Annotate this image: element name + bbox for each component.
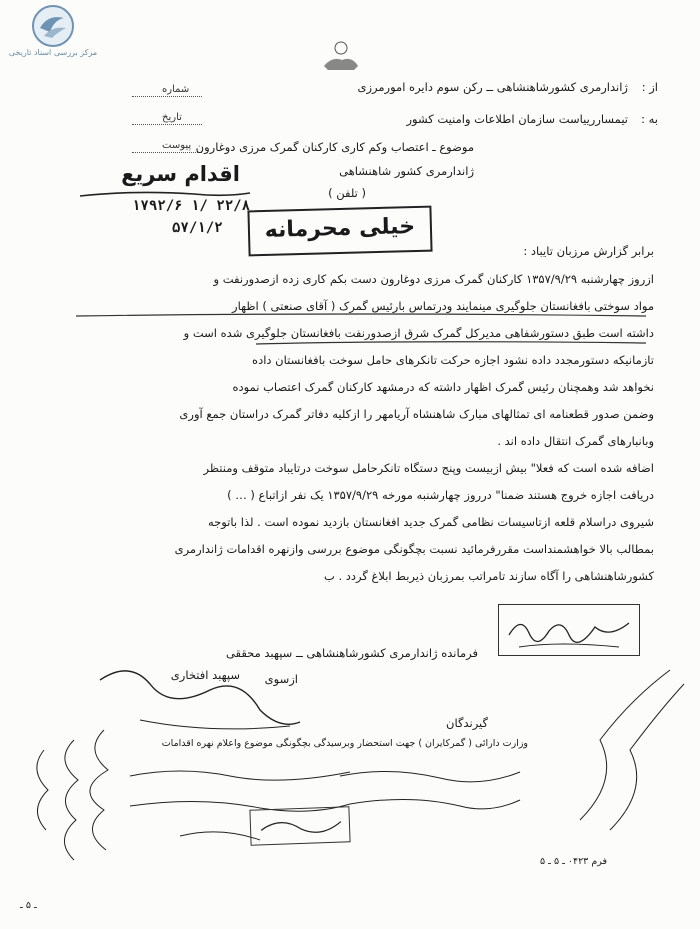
archive-logo <box>8 4 98 66</box>
body-line-12: بمطالب بالا خواهشمنداست مقررفرمائید نسبت بچگونگی موضوع بررسی وازنهره اقدامات ژاندارمری <box>174 542 654 556</box>
date-line <box>132 124 202 125</box>
body-line-6: نخواهد شد وهمچنان رئیس گمرک اظهار داشته که درمشهد کارکنان گمرک اعتصاب نموده <box>232 380 654 394</box>
body-line-10: دریافت اجازه خروج هستند ضمنا" درروز چهارشنبه مورخه ۱۳۵۷/۹/۲۹ یک نفر ازاتباع ( … ) <box>227 488 654 502</box>
to-text: تیمساررییاست سازمان اطلاعات وامنیت کشور <box>406 112 628 126</box>
body-line-1: برابر گزارش مرزبان تایباد : <box>523 244 654 258</box>
confidential-stamp-text: خیلی محرمانه <box>264 214 416 243</box>
deputy-name: سپهبد افتخاری <box>170 668 240 682</box>
cc-text: ژاندارمری کشور شاهنشاهی <box>339 164 474 178</box>
lion-and-sun-emblem-icon <box>318 36 364 76</box>
number-label: شماره <box>162 84 190 95</box>
body-line-3: مواد سوختی بافغانستان جلوگیری مینمایند ودرتماس بارئیس گمرک ( آقای صنعتی ) اظهار <box>232 299 654 313</box>
handwritten-signature-icon <box>499 605 639 655</box>
right-handwritten-note <box>330 760 530 840</box>
small-stamp-box <box>249 806 350 845</box>
from-label: از : <box>641 80 658 94</box>
urgent-stamp-text: اقدام سریع <box>121 162 240 186</box>
body-line-13: کشورشاهنشاهی را آگاه سازند تامراتب بمرزبان ذیربط ابلاغ گردد . ب <box>324 569 654 583</box>
small-stamp-scribble-icon <box>250 807 349 844</box>
to-label: به : <box>641 112 658 126</box>
body-line-11: شیروی دراسلام قلعه ازتاسیسات نظامی گمرک جدید افغانستان بازدید نموده است . لذا باتوجه <box>207 515 654 529</box>
body-line-4: داشته است طبق دستورشفاهی مدیرکل گمرک شرق ازصدورنفت بافغانستان جلوگیری شده است و <box>183 326 654 340</box>
corner-mark: ـ ۵ ـ <box>20 900 37 911</box>
recipient-line: وزارت دارائی ( گمرکایران ) جهت استحضار وبرسیدگی بچگونگی موضوع واعلام نهره اقدامات <box>161 738 528 749</box>
body-line-8: وبانبارهای گمرک انتقال داده اند . <box>497 434 654 448</box>
registration-date: ۵۷/۱/۲ <box>172 220 223 236</box>
confidential-stamp <box>247 206 432 257</box>
form-code: فرم ۰۴۲۳ ـ ۵ ـ ۵ <box>540 856 607 867</box>
from-text: ژاندارمری کشورشاهنشاهی ــ رکن سوم دایره امورمرزی <box>357 80 628 94</box>
phone-text: ( تلفن ) <box>328 186 366 200</box>
body-line-5: تازمانیکه دستورمجدد داده نشود اجازه حرکت تانکرهای حامل سوخت بافغانستان داده <box>252 353 654 367</box>
recipients-label: گیرندگان <box>446 716 488 730</box>
attachment-label: پیوست <box>162 140 192 151</box>
urgent-stamp <box>74 158 252 236</box>
body-line-2: ازروز چهارشنبه ۱۳۵۷/۹/۲۹ کارکنان گمرک مرزی دوغارون دست بکم کاری زده ازصدورنفت و <box>213 272 654 286</box>
subject-text: موضوع ـ اعتصاب وکم کاری کارکنان گمرک مرزی دوغارون <box>195 140 474 154</box>
archive-emblem-icon <box>30 4 76 48</box>
commander-line: فرمانده ژاندارمری کشورشاهنشاهی ــ سپهبد محققی <box>225 646 478 660</box>
registration-number: ۱۷۹۲/۶ ۱/ ۲۲/۸ <box>132 198 251 214</box>
body-line-7: وضمن صدور قطعنامه ای تمثالهای مبارک شاهنشاه آریامهر را ازکلیه دفاتر گمرک دراستان جمع آوری <box>179 407 654 421</box>
attachment-line <box>132 152 202 153</box>
margin-handwritten-note <box>560 660 690 840</box>
body-underlines <box>56 296 656 356</box>
by-label: ازسوی <box>264 672 298 686</box>
number-line <box>132 96 202 97</box>
signature-box <box>498 604 640 656</box>
archive-logo-text: مرکز بررسی اسناد تاریخی <box>8 48 98 57</box>
left-handwritten-note <box>14 720 124 880</box>
date-label: تاریخ <box>162 112 182 123</box>
body-line-9: اضافه شده است که فعلا" بیش ازبیست وپنج دستگاه تانکرحامل سوخت درتایباد متوقف ومنتظر <box>203 461 654 475</box>
